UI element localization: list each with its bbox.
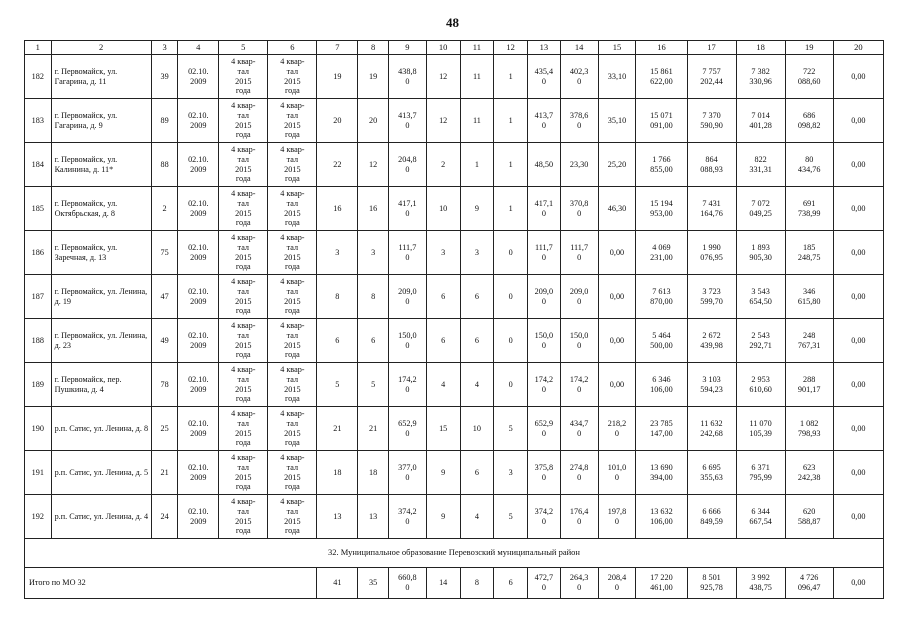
table-cell: 13 632 106,00 <box>636 495 687 539</box>
table-cell: 4 квар- тал 2015 года <box>268 495 317 539</box>
table-cell: 218,2 0 <box>598 407 636 451</box>
table-cell: 174,2 0 <box>560 363 598 407</box>
table-cell: 652,9 0 <box>528 407 561 451</box>
table-cell: 186 <box>25 231 52 275</box>
table-cell: 2 <box>426 143 460 187</box>
table-cell: 02.10. 2009 <box>178 319 219 363</box>
total-cell: 660,8 0 <box>388 568 426 599</box>
address-cell: г. Первомайск, ул. Ленина, д. 23 <box>51 319 151 363</box>
table-row <box>25 143 884 187</box>
table-cell: 185 248,75 <box>785 231 833 275</box>
table-cell: 48,50 <box>528 143 561 187</box>
table-cell: 691 738,99 <box>785 187 833 231</box>
column-number-12: 12 <box>494 41 528 55</box>
column-number-2: 2 <box>51 41 151 55</box>
table-cell: 192 <box>25 495 52 539</box>
table-cell: 7 072 049,25 <box>736 187 785 231</box>
table-cell: 377,0 0 <box>388 451 426 495</box>
address-cell: г. Первомайск, ул. Октябрьская, д. 8 <box>51 187 151 231</box>
table-cell: 78 <box>151 363 178 407</box>
table-cell: 10 <box>460 407 494 451</box>
table-row <box>25 363 884 407</box>
column-number-20: 20 <box>833 41 883 55</box>
table-cell: 864 088,93 <box>687 143 736 187</box>
total-cell: 264,3 0 <box>560 568 598 599</box>
table-cell: 101,0 0 <box>598 451 636 495</box>
table-cell: 209,0 0 <box>560 275 598 319</box>
table-cell: 3 <box>426 231 460 275</box>
column-number-10: 10 <box>426 41 460 55</box>
address-cell: г. Первомайск, ул. Ленина, д. 19 <box>51 275 151 319</box>
table-cell: 7 014 401,28 <box>736 99 785 143</box>
table-cell: 4 <box>460 495 494 539</box>
table-row <box>25 495 884 539</box>
total-cell: 0,00 <box>833 568 883 599</box>
table-cell: 15 861 622,00 <box>636 55 687 99</box>
column-number-11: 11 <box>460 41 494 55</box>
table-cell: 374,2 0 <box>388 495 426 539</box>
table-cell: 150,0 0 <box>560 319 598 363</box>
table-cell: 7 370 590,90 <box>687 99 736 143</box>
table-cell: 4 квар- тал 2015 года <box>219 143 268 187</box>
column-number-8: 8 <box>358 41 389 55</box>
table-cell: 187 <box>25 275 52 319</box>
table-cell: 4 квар- тал 2015 года <box>268 451 317 495</box>
table-cell: 4 <box>460 363 494 407</box>
table-cell: 4 квар- тал 2015 года <box>268 187 317 231</box>
table-cell: 9 <box>460 187 494 231</box>
table-cell: 10 <box>426 187 460 231</box>
table-cell: 150,0 0 <box>388 319 426 363</box>
table-cell: 0 <box>494 231 528 275</box>
table-cell: 19 <box>317 55 358 99</box>
table-cell: 4 квар- тал 2015 года <box>268 407 317 451</box>
total-cell: 472,7 0 <box>528 568 561 599</box>
table-cell: 5 <box>358 363 389 407</box>
table-cell: 620 588,87 <box>785 495 833 539</box>
table-cell: 02.10. 2009 <box>178 275 219 319</box>
table-cell: 111,7 0 <box>560 231 598 275</box>
table-cell: 6 <box>358 319 389 363</box>
column-number-6: 6 <box>268 41 317 55</box>
table-cell: 5 <box>494 495 528 539</box>
table-cell: 3 543 654,50 <box>736 275 785 319</box>
table-cell: 176,4 0 <box>560 495 598 539</box>
table-cell: 413,7 0 <box>388 99 426 143</box>
table-cell: 1 <box>494 143 528 187</box>
table-cell: 13 <box>358 495 389 539</box>
table-cell: 1 <box>494 187 528 231</box>
table-cell: 23,30 <box>560 143 598 187</box>
table-cell: 375,8 0 <box>528 451 561 495</box>
data-table <box>24 40 884 599</box>
column-number-3: 3 <box>151 41 178 55</box>
table-cell: 21 <box>358 407 389 451</box>
total-cell: 41 <box>317 568 358 599</box>
total-cell: 3 992 438,75 <box>736 568 785 599</box>
table-cell: 22 <box>317 143 358 187</box>
table-cell: 4 квар- тал 2015 года <box>219 319 268 363</box>
table-cell: 6 <box>460 451 494 495</box>
address-cell: р.п. Сатис, ул. Ленина, д. 5 <box>51 451 151 495</box>
table-cell: 4 квар- тал 2015 года <box>219 231 268 275</box>
column-number-16: 16 <box>636 41 687 55</box>
table-cell: 4 квар- тал 2015 года <box>219 55 268 99</box>
address-cell: р.п. Сатис, ул. Ленина, д. 8 <box>51 407 151 451</box>
column-number-18: 18 <box>736 41 785 55</box>
table-cell: 02.10. 2009 <box>178 55 219 99</box>
table-cell: 189 <box>25 363 52 407</box>
table-cell: 4 квар- тал 2015 года <box>219 495 268 539</box>
table-cell: 0,00 <box>833 363 883 407</box>
column-number-5: 5 <box>219 41 268 55</box>
table-cell: 6 346 106,00 <box>636 363 687 407</box>
address-cell: р.п. Сатис, ул. Ленина, д. 4 <box>51 495 151 539</box>
table-cell: 0,00 <box>833 143 883 187</box>
table-cell: 11 070 105,39 <box>736 407 785 451</box>
table-cell: 111,7 0 <box>388 231 426 275</box>
column-number-1: 1 <box>25 41 52 55</box>
table-cell: 02.10. 2009 <box>178 187 219 231</box>
table-row <box>25 231 884 275</box>
table-cell: 0 <box>494 275 528 319</box>
table-cell: 9 <box>426 495 460 539</box>
total-cell: 17 220 461,00 <box>636 568 687 599</box>
table-cell: 0,00 <box>833 495 883 539</box>
column-number-7: 7 <box>317 41 358 55</box>
table-cell: 23 785 147,00 <box>636 407 687 451</box>
table-cell: 1 893 905,30 <box>736 231 785 275</box>
table-cell: 13 690 394,00 <box>636 451 687 495</box>
table-cell: 46,30 <box>598 187 636 231</box>
table-cell: 346 615,80 <box>785 275 833 319</box>
table-cell: 4 квар- тал 2015 года <box>219 363 268 407</box>
table-cell: 6 <box>460 319 494 363</box>
table-cell: 3 <box>460 231 494 275</box>
table-cell: 4 квар- тал 2015 года <box>268 143 317 187</box>
table-cell: 413,7 0 <box>528 99 561 143</box>
table-cell: 0,00 <box>598 319 636 363</box>
address-cell: г. Первомайск, ул. Заречная, д. 13 <box>51 231 151 275</box>
table-cell: 15 <box>426 407 460 451</box>
page-number: 48 <box>446 15 459 30</box>
column-number-19: 19 <box>785 41 833 55</box>
table-cell: 21 <box>317 407 358 451</box>
table-cell: 7 757 202,44 <box>687 55 736 99</box>
table-cell: 6 <box>460 275 494 319</box>
table-cell: 1 766 855,00 <box>636 143 687 187</box>
table-cell: 4 квар- тал 2015 года <box>268 319 317 363</box>
total-cell: 35 <box>358 568 389 599</box>
table-cell: 02.10. 2009 <box>178 99 219 143</box>
table-cell: 6 695 355,63 <box>687 451 736 495</box>
table-cell: 5 <box>317 363 358 407</box>
table-row <box>25 407 884 451</box>
column-number-9: 9 <box>388 41 426 55</box>
total-cell: 14 <box>426 568 460 599</box>
table-cell: 88 <box>151 143 178 187</box>
column-number-15: 15 <box>598 41 636 55</box>
table-cell: 183 <box>25 99 52 143</box>
table-cell: 02.10. 2009 <box>178 451 219 495</box>
table-cell: 11 632 242,68 <box>687 407 736 451</box>
column-number-13: 13 <box>528 41 561 55</box>
table-row <box>25 275 884 319</box>
table-cell: 417,1 0 <box>388 187 426 231</box>
table-cell: 111,7 0 <box>528 231 561 275</box>
table-cell: 25 <box>151 407 178 451</box>
table-cell: 6 <box>426 319 460 363</box>
table-cell: 4 069 231,00 <box>636 231 687 275</box>
table-cell: 0,00 <box>833 55 883 99</box>
address-cell: г. Первомайск, ул. Калинина, д. 11* <box>51 143 151 187</box>
table-cell: 24 <box>151 495 178 539</box>
table-cell: 35,10 <box>598 99 636 143</box>
table-cell: 9 <box>426 451 460 495</box>
table-cell: 0,00 <box>833 99 883 143</box>
table-row <box>25 451 884 495</box>
table-cell: 0,00 <box>833 231 883 275</box>
table-cell: 02.10. 2009 <box>178 231 219 275</box>
table-cell: 2 543 292,71 <box>736 319 785 363</box>
table-cell: 2 <box>151 187 178 231</box>
table-cell: 5 464 500,00 <box>636 319 687 363</box>
address-cell: г. Первомайск, ул. Гагарина, д. 11 <box>51 55 151 99</box>
table-cell: 204,8 0 <box>388 143 426 187</box>
table-cell: 438,8 0 <box>388 55 426 99</box>
table-cell: 4 квар- тал 2015 года <box>219 275 268 319</box>
table-cell: 39 <box>151 55 178 99</box>
table-cell: 7 382 330,96 <box>736 55 785 99</box>
table-cell: 15 071 091,00 <box>636 99 687 143</box>
table-cell: 623 242,38 <box>785 451 833 495</box>
table-cell: 190 <box>25 407 52 451</box>
table-row <box>25 55 884 99</box>
total-cell: 208,4 0 <box>598 568 636 599</box>
table-cell: 185 <box>25 187 52 231</box>
table-cell: 3 723 599,70 <box>687 275 736 319</box>
table-cell: 6 <box>426 275 460 319</box>
table-cell: 209,0 0 <box>388 275 426 319</box>
table-cell: 4 квар- тал 2015 года <box>268 55 317 99</box>
column-number-row <box>25 41 884 55</box>
table-cell: 0,00 <box>598 275 636 319</box>
table-cell: 19 <box>358 55 389 99</box>
table-cell: 0,00 <box>833 319 883 363</box>
total-cell: 8 501 925,78 <box>687 568 736 599</box>
table-cell: 13 <box>317 495 358 539</box>
table-cell: 209,0 0 <box>528 275 561 319</box>
table-cell: 4 <box>426 363 460 407</box>
table-cell: 0,00 <box>598 363 636 407</box>
table-cell: 7 613 870,00 <box>636 275 687 319</box>
table-cell: 3 <box>494 451 528 495</box>
table-cell: 188 <box>25 319 52 363</box>
table-cell: 0,00 <box>833 407 883 451</box>
table-cell: 02.10. 2009 <box>178 407 219 451</box>
table-cell: 370,8 0 <box>560 187 598 231</box>
table-cell: 0,00 <box>833 451 883 495</box>
table-cell: 16 <box>317 187 358 231</box>
column-number-17: 17 <box>687 41 736 55</box>
table-cell: 0,00 <box>833 275 883 319</box>
table-cell: 75 <box>151 231 178 275</box>
table-cell: 174,2 0 <box>388 363 426 407</box>
table-cell: 0 <box>494 363 528 407</box>
table-cell: 435,4 0 <box>528 55 561 99</box>
table-cell: 4 квар- тал 2015 года <box>268 99 317 143</box>
table-cell: 1 <box>494 99 528 143</box>
table-cell: 49 <box>151 319 178 363</box>
table-cell: 248 767,31 <box>785 319 833 363</box>
section-title: 32. Муниципальное образование Перевозский муниципальный район <box>25 539 884 568</box>
table-cell: 12 <box>426 99 460 143</box>
table-cell: 197,8 0 <box>598 495 636 539</box>
table-cell: 7 431 164,76 <box>687 187 736 231</box>
table-cell: 89 <box>151 99 178 143</box>
table-cell: 6 666 849,59 <box>687 495 736 539</box>
table-cell: 4 квар- тал 2015 года <box>268 275 317 319</box>
table-cell: 4 квар- тал 2015 года <box>219 407 268 451</box>
table-cell: 182 <box>25 55 52 99</box>
table-cell: 25,20 <box>598 143 636 187</box>
table-cell: 6 344 667,54 <box>736 495 785 539</box>
table-cell: 3 <box>358 231 389 275</box>
table-cell: 12 <box>426 55 460 99</box>
table-cell: 274,8 0 <box>560 451 598 495</box>
table-cell: 0 <box>494 319 528 363</box>
address-cell: г. Первомайск, пер. Пушкина, д. 4 <box>51 363 151 407</box>
table-cell: 288 901,17 <box>785 363 833 407</box>
table-cell: 1 <box>460 143 494 187</box>
table-cell: 12 <box>358 143 389 187</box>
table-cell: 402,3 0 <box>560 55 598 99</box>
address-cell: г. Первомайск, ул. Гагарина, д. 9 <box>51 99 151 143</box>
column-number-14: 14 <box>560 41 598 55</box>
table-cell: 434,7 0 <box>560 407 598 451</box>
table-cell: 6 371 795,99 <box>736 451 785 495</box>
table-cell: 11 <box>460 99 494 143</box>
table-cell: 822 331,31 <box>736 143 785 187</box>
table-cell: 8 <box>358 275 389 319</box>
table-cell: 21 <box>151 451 178 495</box>
table-cell: 4 квар- тал 2015 года <box>219 451 268 495</box>
table-cell: 174,2 0 <box>528 363 561 407</box>
table-cell: 20 <box>358 99 389 143</box>
table-cell: 184 <box>25 143 52 187</box>
table-row <box>25 319 884 363</box>
table-cell: 18 <box>317 451 358 495</box>
table-cell: 8 <box>317 275 358 319</box>
table-cell: 02.10. 2009 <box>178 495 219 539</box>
section-row <box>25 539 884 568</box>
table-cell: 02.10. 2009 <box>178 143 219 187</box>
table-cell: 18 <box>358 451 389 495</box>
table-cell: 6 <box>317 319 358 363</box>
total-row <box>25 568 884 599</box>
table-cell: 20 <box>317 99 358 143</box>
table-cell: 374,2 0 <box>528 495 561 539</box>
table-cell: 5 <box>494 407 528 451</box>
table-cell: 1 990 076,95 <box>687 231 736 275</box>
table-cell: 150,0 0 <box>528 319 561 363</box>
table-cell: 722 088,60 <box>785 55 833 99</box>
table-cell: 378,6 0 <box>560 99 598 143</box>
table-cell: 191 <box>25 451 52 495</box>
table-cell: 0,00 <box>598 231 636 275</box>
table-cell: 0,00 <box>833 187 883 231</box>
table-cell: 47 <box>151 275 178 319</box>
table-cell: 3 <box>317 231 358 275</box>
table-cell: 417,1 0 <box>528 187 561 231</box>
table-cell: 4 квар- тал 2015 года <box>268 363 317 407</box>
table-cell: 16 <box>358 187 389 231</box>
table-cell: 1 <box>494 55 528 99</box>
table-row <box>25 99 884 143</box>
table-cell: 11 <box>460 55 494 99</box>
table-cell: 3 103 594,23 <box>687 363 736 407</box>
table-cell: 4 квар- тал 2015 года <box>219 99 268 143</box>
table-cell: 2 672 439,98 <box>687 319 736 363</box>
table-cell: 1 082 798,93 <box>785 407 833 451</box>
column-number-4: 4 <box>178 41 219 55</box>
total-cell: 4 726 096,47 <box>785 568 833 599</box>
table-row <box>25 187 884 231</box>
total-label: Итого по МО 32 <box>25 568 317 599</box>
total-cell: 6 <box>494 568 528 599</box>
table-cell: 15 194 953,00 <box>636 187 687 231</box>
table-cell: 652,9 0 <box>388 407 426 451</box>
table-cell: 80 434,76 <box>785 143 833 187</box>
table-cell: 686 098,82 <box>785 99 833 143</box>
table-cell: 02.10. 2009 <box>178 363 219 407</box>
table-cell: 4 квар- тал 2015 года <box>219 187 268 231</box>
table-cell: 4 квар- тал 2015 года <box>268 231 317 275</box>
table-cell: 33,10 <box>598 55 636 99</box>
table-cell: 2 953 610,60 <box>736 363 785 407</box>
total-cell: 8 <box>460 568 494 599</box>
